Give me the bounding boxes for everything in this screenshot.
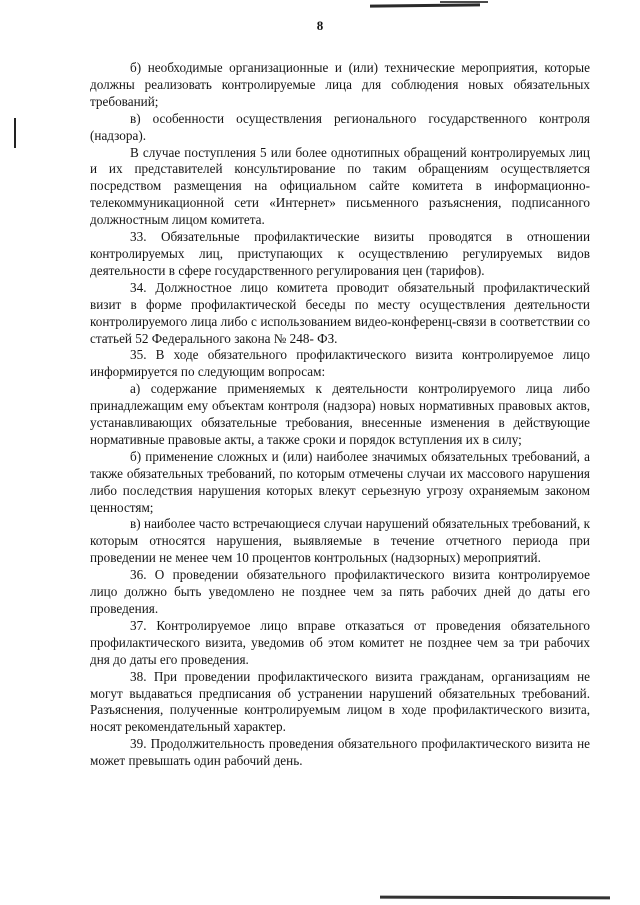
paragraph-36: 36. О проведении обязательного профилактического визита контролируемое лицо должно быть уведомлено не позднее чем за пять рабочих дней до даты его проведения. [90, 567, 590, 616]
paragraph-35-a: а) содержание применяемых к деятельности контролируемого лица либо принадлежащим ему объектам контроля (надзора) новых нормативных правовых актов, устанавливающих обязательные требования, внесенные изменения в действующие нормативные правовые акты, а также сроки и порядок вступления их в силу; [90, 381, 590, 447]
paragraph-39: 39. Продолжительность проведения обязательного профилактического визита не может превышать один рабочий день. [90, 736, 590, 769]
paragraph-34: 34. Должностное лицо комитета проводит обязательный профилактический визит в форме профилактической беседы по месту осуществления деятельности контролируемого лица либо с использованием видео-конференц-связи в соответствии со статьей 52 Федерального закона № 248- ФЗ. [90, 279, 590, 346]
paragraph-v-features: в) особенности осуществления регионального государственного контроля (надзора). [90, 110, 590, 143]
page-number: 8 [316, 18, 324, 33]
scan-artifact-top [370, 3, 480, 7]
document-body [90, 60, 590, 770]
paragraph-consultation: В случае поступления 5 или более однотипных обращений контролируемых лиц и их представителей консультирование по таким обращениям осуществляется посредством размещения на официальном сайте комитета в информационно-телекоммуникационной сети «Интернет» письменного разъяснения, подписанного должностным лицом комитета. [90, 144, 590, 228]
scan-artifact-bottom [380, 896, 610, 900]
paragraph-35-b: б) применение сложных и (или) наиболее значимых обязательных требований, а также обязательных требований, по которым отмечены случаи их массового нарушения либо последствия нарушения которых влекут серьезную угрозу охраняемым законом ценностям; [90, 448, 590, 515]
paragraph-38: 38. При проведении профилактического визита гражданам, организациям не могут выдаваться предписания об устранении нарушений обязательных требований. Разъяснения, полученные контролируемым лицом в ходе профилактического визита, носят рекомендательный характер. [90, 668, 590, 735]
paragraph-b-measures: б) необходимые организационные и (или) технические мероприятия, которые должны реализовать контролируемые лица для соблюдения новых обязательных требований; [90, 60, 590, 109]
paragraph-37: 37. Контролируемое лицо вправе отказаться от проведения обязательного профилактического визита, уведомив об этом комитет не позднее чем за три рабочих дня до даты его проведения. [90, 617, 590, 667]
paragraph-33: 33. Обязательные профилактические визиты проводятся в отношении контролируемых лиц, приступающих к осуществлению регулируемых видов деятельности в сфере государственного регулирования цен (тарифов). [90, 229, 590, 278]
scan-artifact-top-dash [440, 1, 488, 3]
paragraph-35-v: в) наиболее часто встречающиеся случаи нарушений обязательных требований, к которым относятся нарушения, выявляемые в течение отчетного периода при проведении не менее чем 10 процентов контрольных (надзорных) мероприятий. [90, 516, 590, 566]
scan-artifact-left [14, 118, 16, 148]
paragraph-35: 35. В ходе обязательного профилактического визита контролируемое лицо информируется по следующим вопросам: [90, 347, 590, 380]
